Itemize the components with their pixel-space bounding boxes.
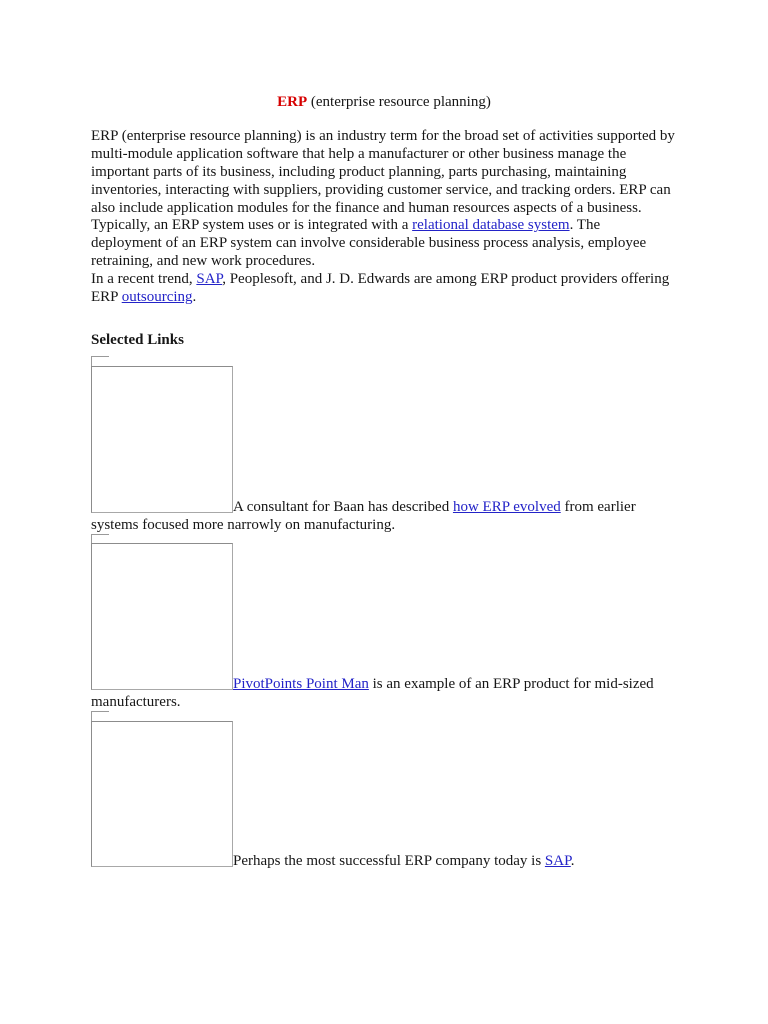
paragraph-text: . xyxy=(192,289,197,306)
link-item-continuation: manufacturers. xyxy=(91,694,181,710)
image-placeholder xyxy=(91,543,233,690)
title-expansion: (enterprise resource planning) xyxy=(307,94,491,110)
item-text: from earlier xyxy=(560,499,636,515)
sap-link[interactable]: SAP xyxy=(196,271,223,288)
item-text: . xyxy=(570,853,575,869)
paragraph-text: ERP xyxy=(91,289,122,306)
item-text: is an example of an ERP product for mid-sized xyxy=(368,676,654,692)
outsourcing-link[interactable]: outsourcing xyxy=(121,289,193,306)
link-item-continuation: systems focused more narrowly on manufacturing. xyxy=(91,517,396,533)
item-text: A consultant for Baan has described xyxy=(233,499,453,515)
page-title xyxy=(0,93,768,111)
how-erp-evolved-link[interactable]: how ERP evolved xyxy=(452,499,561,515)
relational-database-system-link[interactable]: relational database system xyxy=(412,217,570,234)
link-item-text xyxy=(233,675,654,693)
link-item-text xyxy=(233,852,575,870)
item-text: Perhaps the most successful ERP company today is xyxy=(233,853,545,869)
paragraph-text: , Peoplesoft, and J. D. Edwards are among ERP product providers offering xyxy=(222,271,670,288)
link-item-text xyxy=(233,498,636,516)
intro-paragraph xyxy=(91,128,675,307)
paragraph-text: . The xyxy=(569,217,601,234)
paragraph-line: multi-module application software that help a manufacturer or other business manage the xyxy=(91,145,627,162)
paragraph-line xyxy=(91,217,675,235)
pivotpoints-point-man-link[interactable]: PivotPoints Point Man xyxy=(233,676,369,692)
image-placeholder xyxy=(91,366,233,513)
sap-company-link[interactable]: SAP xyxy=(544,853,571,869)
paragraph-line: important parts of its business, including product planning, parts purchasing, maintaining xyxy=(91,163,627,180)
paragraph-line: deployment of an ERP system can involve considerable business process analysis, employee xyxy=(91,235,647,252)
paragraph-line: retraining, and new work procedures. xyxy=(91,253,316,270)
image-placeholder xyxy=(91,721,233,867)
paragraph-line: ERP (enterprise resource planning) is an industry term for the broad set of activities supported by xyxy=(91,128,675,144)
selected-links-heading: Selected Links xyxy=(91,332,184,348)
paragraph-text: In a recent trend, xyxy=(91,271,197,288)
paragraph-line xyxy=(91,271,675,289)
paragraph-line: inventories, interacting with suppliers, providing customer service, and tracking orders. ERP can xyxy=(91,181,671,198)
paragraph-line: also include application modules for the finance and human resources aspects of a business. xyxy=(91,199,642,216)
title-acronym: ERP xyxy=(277,94,308,110)
paragraph-text: Typically, an ERP system uses or is integrated with a xyxy=(91,217,413,234)
paragraph-line xyxy=(91,289,675,307)
